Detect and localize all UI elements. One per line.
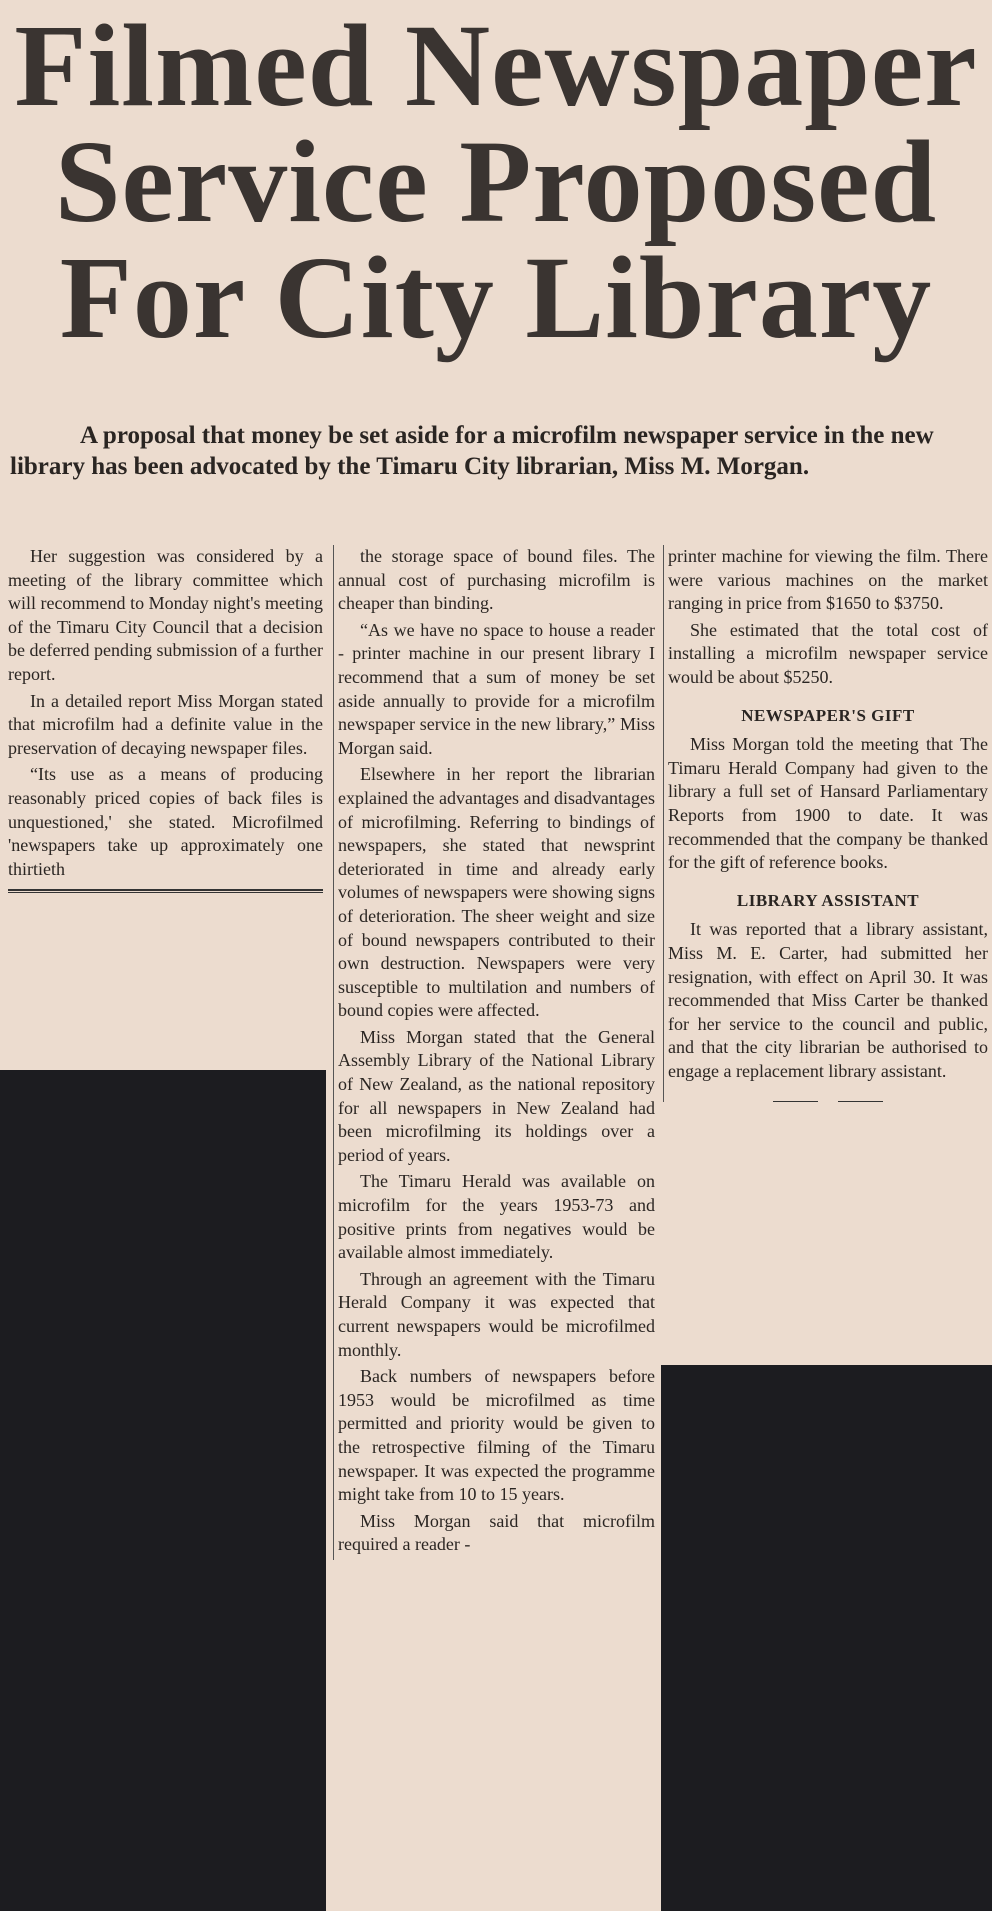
- paragraph: Back numbers of newspapers before 1953 would be microfilmed as time permitted and priority would be given to the retrospective filming of the Timaru newspaper. It was expected the programme might take from 10 to 15 years.: [338, 1366, 655, 1505]
- headline-line: Service Proposed: [54, 116, 938, 247]
- paragraph: Through an agreement with the Timaru Herald Company it was expected that current newspapers would be microfilmed monthly.: [338, 1268, 655, 1360]
- column-1: [8, 545, 323, 893]
- paragraph: In a detailed report Miss Morgan stated that microfilm had a definite value in the preservation of decaying newspaper files.: [8, 690, 323, 758]
- paragraph: Elsewhere in her report the librarian explained the advantages and disadvantages of microfilming. Referring to bindings of newspapers, she stated that newsprint deteriorated in time and already early volumes of newspapers were showing signs of deterioration. The sheer weight and size of bound newspapers contributed to their own destruction. Newspapers were very susceptible to multilation and numbers of bound copies were affected.: [338, 764, 655, 1021]
- paragraph: The Timaru Herald was available on microfilm for the years 1953-73 and positive prints from negatives would be available almost immediately.: [338, 1171, 655, 1263]
- paragraph: “Its use as a means of producing reasonably priced copies of back files is unquestioned,' she stated. Microfilmed 'newspapers take up approximately one thirtieth: [8, 764, 323, 879]
- headline: [0, 0, 992, 363]
- paragraph: She estimated that the total cost of installing a microfilm newspaper service would be about $5250.: [668, 619, 988, 687]
- paragraph: “As we have no space to house a reader - printer machine in our present library I recommend that a sum of money be set aside annually to provide for a microfilm newspaper service in the new library,” Miss Morgan said.: [338, 619, 655, 758]
- paragraph: Miss Morgan said that microfilm required a reader -: [338, 1510, 655, 1555]
- subheading: NEWSPAPER'S GIFT: [741, 705, 915, 725]
- headline-line: Filmed Newspaper: [14, 0, 978, 131]
- paragraph: Her suggestion was considered by a meeting of the library committee which will recommend to Monday night's meeting of the Timaru City Council that a decision be deferred pending submission of a further report.: [8, 546, 323, 684]
- end-mark: [668, 1101, 988, 1102]
- subheading: LIBRARY ASSISTANT: [736, 890, 920, 910]
- headline-line: For City Library: [59, 232, 933, 363]
- deck: [10, 420, 985, 482]
- column-2: [333, 545, 655, 1560]
- column-3: [663, 545, 988, 1102]
- deck-text: A proposal that money be set aside for a microfilm newspaper service in the new library has been advocated by the Timaru City librarian, Miss M. Morgan.: [10, 422, 934, 480]
- column-rule: [8, 889, 323, 893]
- paragraph: It was reported that a library assistant, Miss M. E. Carter, had submitted her resignation, with effect on April 30. It was recommended that Miss Carter be thanked for her service to the council and public, and that the city librarian be authorised to engage a replacement library assistant.: [668, 919, 988, 1081]
- paragraph: Miss Morgan stated that the General Assembly Library of the National Library of New Zealand, as the national repository for all newspapers in New Zealand had been microfilming its holdings over a period of years.: [338, 1026, 655, 1165]
- paragraph: printer machine for viewing the film. There were various machines on the market ranging in price from $1650 to $3750.: [668, 546, 988, 614]
- paragraph: the storage space of bound files. The annual cost of purchasing microfilm is cheaper than binding.: [338, 546, 655, 614]
- clipping-right-column: [656, 1060, 992, 1365]
- paragraph: Miss Morgan told the meeting that The Timaru Herald Company had given to the library a full set of Hansard Parliamentary Reports from 1900 to date. It was recommended that the company be thanked for the gift of reference books.: [668, 734, 988, 873]
